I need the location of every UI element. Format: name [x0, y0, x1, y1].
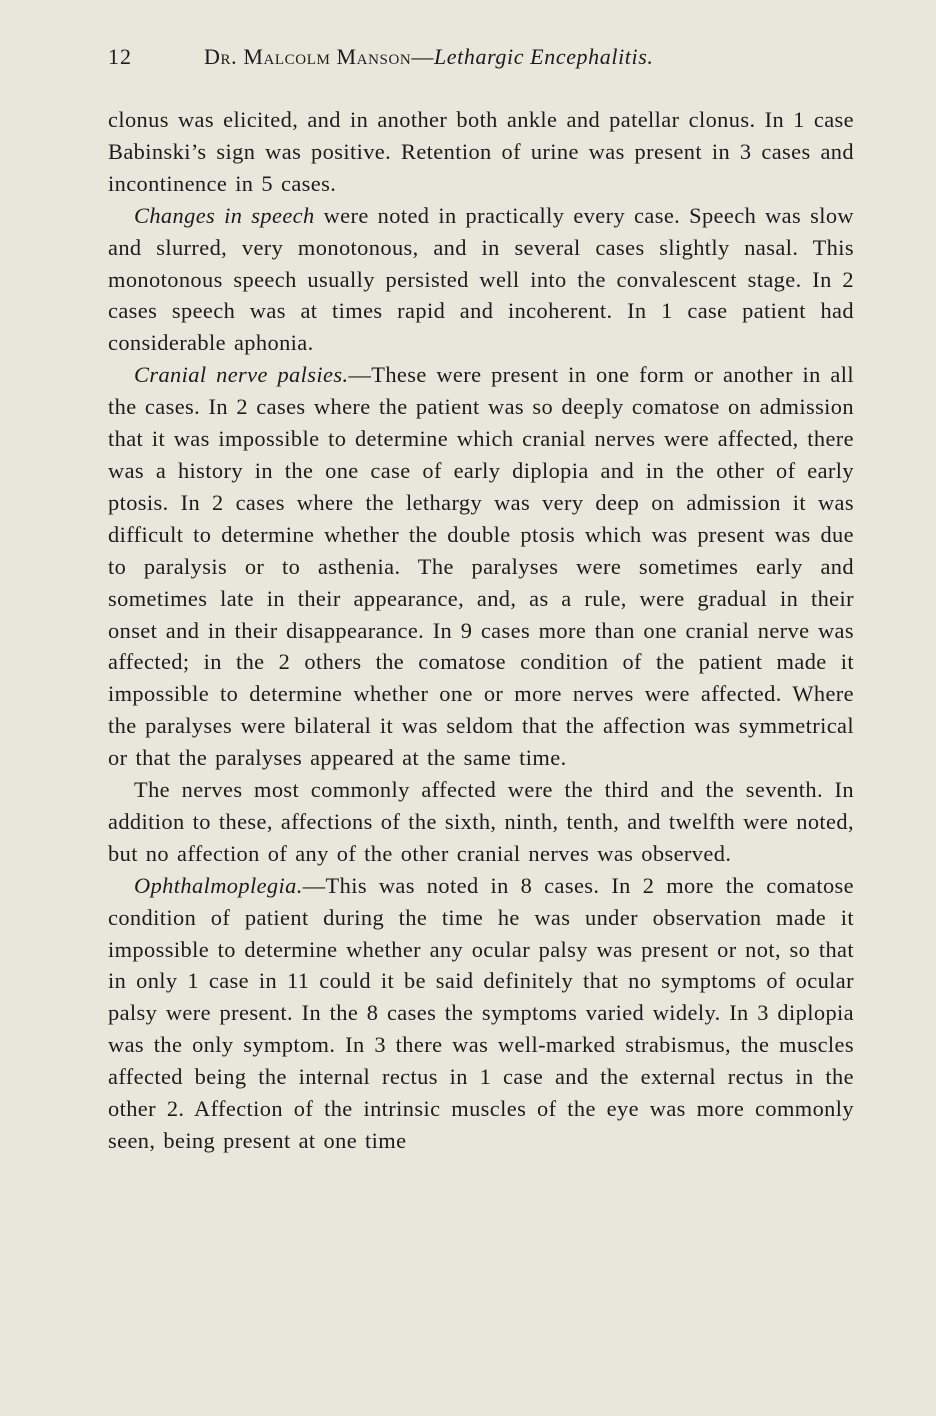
paragraph-ophthalmoplegia — [108, 870, 854, 1157]
paragraph-speech — [108, 200, 854, 360]
author-prefix: Dr. — [204, 44, 238, 69]
body-text — [108, 104, 854, 1157]
paragraph-text: —This was noted in 8 cases. In 2 more the comatose condition of patient during the time he was under observation made it impossible to determine whether any ocular palsy was present or not, so that in only 1 case in 11 could it be said definitely that no symptoms of ocular palsy were present. In the 8 cases the symptoms varied widely. In 3 diplopia was the only symptom. In 3 there was well-marked strabismus, the muscles affected being the internal rectus in 1 case and the external rectus in the other 2. Affection of the intrinsic muscles of the eye was more commonly seen, being present at one time — [108, 872, 854, 1153]
article-topic: Lethargic Encephalitis. — [433, 44, 654, 69]
paragraph-lead: Cranial nerve palsies. — [134, 362, 349, 388]
paragraph-continuation — [108, 104, 854, 200]
author-name: Malcolm Manson — [243, 44, 412, 69]
paragraph-text: were noted in practically every case. Speech was slow and slurred, very monotonous, and in several cases slightly nasal. This monotonous speech usually persisted well into the convalescent stage. In 2 cases speech was at times rapid and incoherent. In 1 case patient had considerable aphonia. — [108, 202, 854, 356]
paragraph-text: clonus was elicited, and in another both ankle and patellar clonus. In 1 case Babinski’s sign was positive. Retention of urine was present in 3 cases and incontinence in 5 cases. — [108, 107, 854, 196]
running-header — [108, 44, 766, 80]
running-title — [204, 44, 653, 70]
paragraph-nerves-affected — [108, 774, 854, 870]
paragraph-lead: Changes in speech — [134, 202, 315, 228]
page-number: 12 — [108, 44, 132, 69]
paragraph-lead: Ophthalmoplegia. — [134, 872, 303, 898]
paragraph-text: —These were present in one form or another in all the cases. In 2 cases where the patient was so deeply comatose on admission that it was impossible to determine which cranial nerves were affected, there was a history in the one case of early diplopia and in the other of early ptosis. In 2 cases where the lethargy was very deep on admission it was difficult to determine whether the double ptosis which was present was due to paralysis or to asthenia. The paralyses were sometimes early and sometimes late in their appearance, and, as a rule, were gradual in their onset and in their disappearance. In 9 cases more than one cranial nerve was affected; in the 2 others the comatose condition of the patient made it impossible to determine whether one or more nerves were affected. Where the paralyses were bilateral it was seldom that the affection was symmetrical or that the paralyses appeared at the same time. — [108, 362, 854, 771]
paragraph-text: The nerves most commonly affected were the third and the seventh. In addition to these, affections of the sixth, ninth, tenth, and twelfth were noted, but no affection of any of the other cranial nerves was observed. — [108, 777, 854, 866]
title-separator: — — [411, 44, 434, 69]
paragraph-cranial-nerves — [108, 359, 854, 774]
